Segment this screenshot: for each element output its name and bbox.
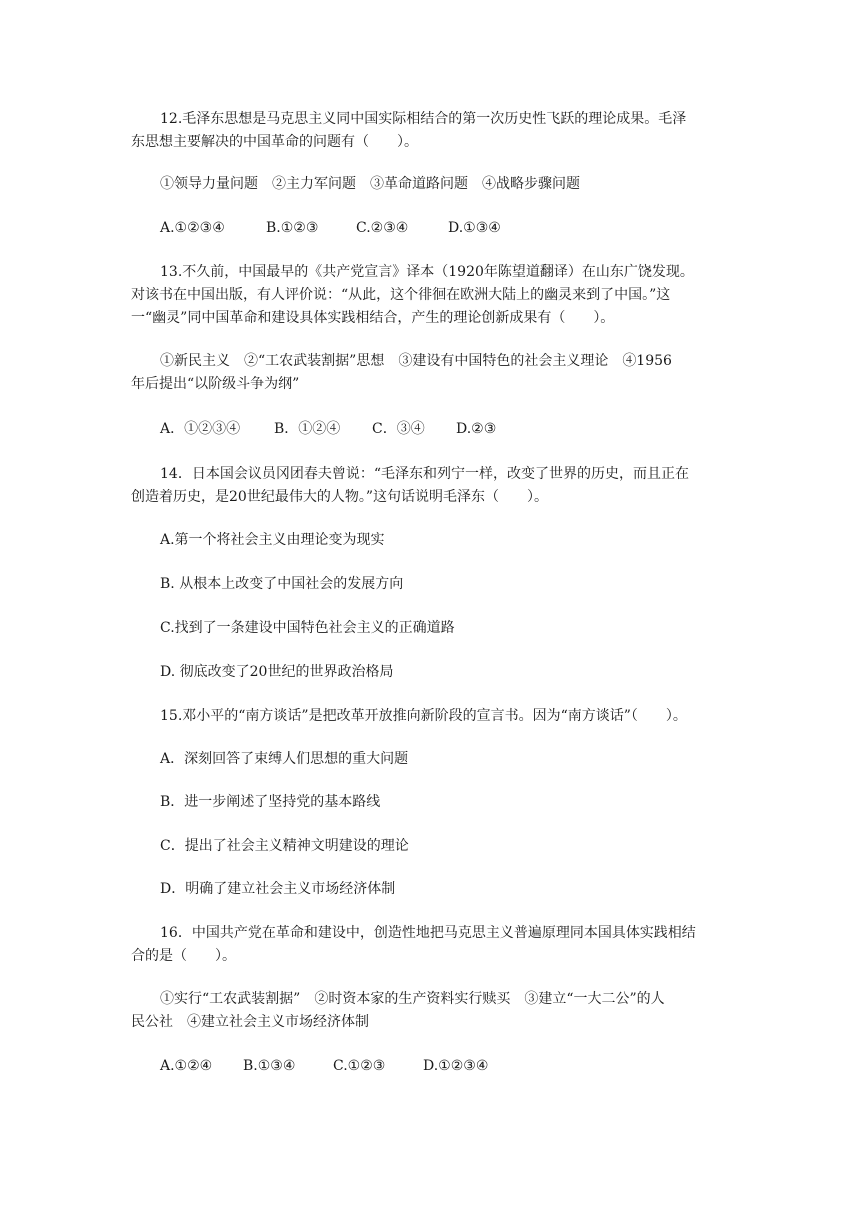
q13-option-c: C．③④ — [372, 421, 425, 437]
q13-stem-line2: 对该书在中国出版，有人评价说：“从此，这个徘徊在欧洲大陆上的幽灵来到了中国。”这 — [131, 287, 671, 303]
q15-option-b: B．进一步阐述了坚持党的基本路线 — [160, 794, 381, 810]
q13-items-line1: ①新民主义 ②“工农武装割据”思想 ③建设有中国特色的社会主义理论 ④1956 — [160, 353, 672, 369]
q14-option-a: A.第一个将社会主义由理论变为现实 — [160, 532, 385, 548]
q16-items-line1: ①实行“工农武装割据” ②时资本家的生产资料实行赎买 ③建立“一大二公”的人 — [160, 991, 665, 1007]
q14-stem-line2: 创造着历史，是20世纪最伟大的人物。”这句话说明毛泽东（ ）。 — [131, 489, 548, 505]
q13-option-b: B．①②④ — [274, 421, 341, 437]
q14-option-d: D. 彻底改变了20世纪的世界政治格局 — [160, 664, 394, 680]
q16-option-d: D.①②③④ — [423, 1058, 489, 1074]
q14-option-b: B. 从根本上改变了中国社会的发展方向 — [160, 576, 404, 592]
q15-stem-line1: 15.邓小平的“南方谈话”是把改革开放推向新阶段的宣言书。因为“南方谈话”（ ）。 — [160, 708, 687, 724]
q16-option-b: B.①③④ — [243, 1058, 296, 1074]
q12-option-a: A.①②③④ — [160, 220, 225, 236]
q15-option-c: C．提出了社会主义精神文明建设的理论 — [160, 838, 409, 854]
q12-stem-line2: 东思想主要解决的中国革命的问题有（ ）。 — [131, 134, 418, 150]
q13-stem-line3: 一“幽灵”同中国革命和建设具体实践相结合，产生的理论创新成果有（ ）。 — [131, 310, 615, 326]
q13-option-d: D.②③ — [456, 421, 497, 437]
q13-stem-line1: 13.不久前，中国最早的《共产党宣言》译本（1920年陈望道翻译）在山东广饶发现。 — [160, 264, 694, 280]
q12-option-d: D.①③④ — [448, 220, 501, 236]
q15-option-d: D．明确了建立社会主义市场经济体制 — [160, 881, 396, 897]
q16-option-a: A.①②④ — [160, 1058, 213, 1074]
q16-stem-line1: 16．中国共产党在革命和建设中，创造性地把马克思主义普遍原理同本国具体实践相结 — [160, 925, 696, 941]
q12-stem-line1: 12.毛泽东思想是马克思主义同中国实际相结合的第一次历史性飞跃的理论成果。毛泽 — [160, 111, 687, 127]
q12-items: ①领导力量问题 ②主力军问题 ③革命道路问题 ④战略步骤问题 — [160, 176, 580, 192]
q13-option-a: A．①②③④ — [160, 421, 241, 437]
q12-option-c: C.②③④ — [356, 220, 409, 236]
q12-option-b: B.①②③ — [266, 220, 319, 236]
q16-options — [160, 1055, 488, 1078]
q16-stem-line2: 合的是（ ）。 — [131, 948, 236, 964]
q14-option-c: C.找到了一条建设中国特色社会主义的正确道路 — [160, 620, 455, 636]
q14-stem-line1: 14．日本国会议员冈团春夫曾说：“毛泽东和列宁一样，改变了世界的历史，而且正在 — [160, 466, 689, 482]
q16-option-c: C.①②③ — [333, 1058, 386, 1074]
q13-items-line2: 年后提出“以阶级斗争为纲” — [131, 376, 300, 392]
q15-option-a: A．深刻回答了束缚人们思想的重大问题 — [160, 751, 409, 767]
q13-options — [160, 418, 496, 441]
q12-options — [160, 217, 501, 240]
q16-items-line2: 民公社 ④建立社会主义市场经济体制 — [131, 1014, 369, 1030]
